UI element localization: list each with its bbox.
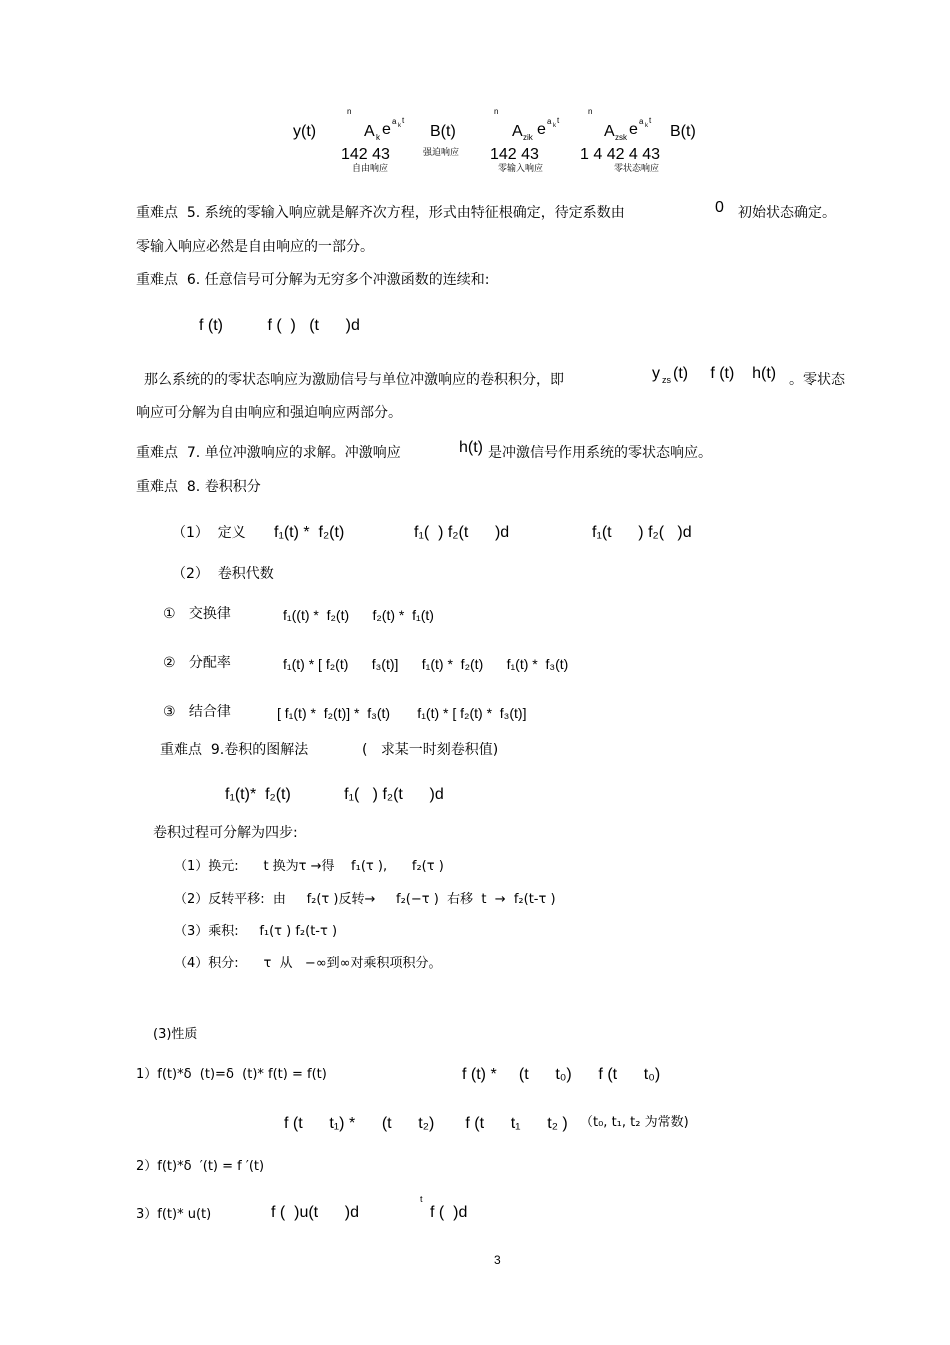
definition-eq-mid: f₁( ) f₂(t )d <box>414 524 510 541</box>
underbrace-zero-state: 1 4 42 4 43 <box>580 146 661 163</box>
exp-a: a <box>392 117 397 126</box>
page-number: 3 <box>494 1253 501 1267</box>
term-a-zs: A <box>604 123 615 140</box>
property-3-upper-limit: t <box>420 1194 423 1204</box>
definition-label: （1） 定义 <box>172 525 246 541</box>
term-a-sub: k <box>376 133 380 142</box>
term-a-zi: A <box>512 123 523 140</box>
property-1-shift-eq2: f (t t₁) * (t t₂) f (t t₁ t₂ ) <box>284 1115 568 1132</box>
graphical-convolution-eq: f₁(t)* f₂(t) f₁( ) f₂(t )d <box>225 786 444 803</box>
exp-t: t <box>402 116 405 125</box>
step-1: （1）换元: t 换为τ →得 f₁(τ ), f₂(τ ) <box>174 859 444 874</box>
exp-a-zs-sub: k <box>645 123 648 129</box>
distributive-eq: f₁(t) * [ f₂(t) f₃(t)] f₁(t) * f₂(t) f₁(t) * f₃(t) <box>283 656 569 672</box>
step-4: （4）积分: τ 从 −∞到∞对乘积项积分。 <box>174 956 442 971</box>
point-5-tail: 初始状态确定。 <box>738 205 836 221</box>
distributive-label: ② 分配率 <box>163 655 231 671</box>
steps-title: 卷积过程可分解为四步: <box>153 825 298 841</box>
term-a-zs-sub: zsk <box>615 133 627 142</box>
point-6-line3: 响应可分解为自由响应和强迫响应两部分。 <box>136 405 402 421</box>
commutative-eq: f₁((t) * f₂(t) f₂(t) * f₁(t) <box>283 607 434 623</box>
associative-label: ③ 结合律 <box>163 704 231 720</box>
commutative-label: ① 交换律 <box>163 606 231 622</box>
point-9-text: 重难点 9.卷积的图解法 <box>160 742 309 758</box>
label-free-response: 自由响应 <box>352 164 389 174</box>
point-5-text: 重难点 5. 系统的零输入响应就是解齐次方程，形式由特征根确定，待定系数由 <box>136 205 625 221</box>
point-5-line2: 零输入响应必然是自由响应的一部分。 <box>136 239 374 255</box>
exp-a-zi: a <box>547 117 552 126</box>
label-zero-state-response: 零状态响应 <box>614 164 660 174</box>
term-e-zi: e <box>537 121 546 138</box>
point-6-line2: 那么系统的的零状态响应为激励信号与单位冲激响应的卷积积分，即 <box>144 372 564 388</box>
y-lhs: y(t) <box>293 123 317 140</box>
property-1: 1）f(t)*δ (t)=δ (t)* f(t) = f(t) <box>136 1067 327 1082</box>
step-3: （3）乘积: f₁(τ ) f₂(t-τ ) <box>174 924 338 939</box>
term-e: e <box>382 121 391 138</box>
yzs-rest: (t) f (t) h(t) <box>673 365 777 382</box>
point-9-paren: ( 求某一时刻卷积值) <box>362 742 499 758</box>
impulse-decomposition-equation: f (t) f ( ) (t )d <box>199 317 360 334</box>
underbrace-free: 142 43 <box>341 146 390 163</box>
property-3: 3）f(t)* u(t) <box>136 1207 212 1222</box>
term-e-zs: e <box>629 121 638 138</box>
point-8-text: 重难点 8. 卷积积分 <box>136 479 261 495</box>
label-forced-response: 强迫响应 <box>423 148 460 158</box>
yzs-sub: zs <box>662 375 671 385</box>
step-2: （2）反转平移: 由 f₂(τ )反转→ f₂(−τ ) 右移 t → f₂(t-τ ) <box>174 892 556 907</box>
property-1-note: （t₀, t₁, t₂ 为常数) <box>580 1115 689 1130</box>
point-6-text: 重难点 6. 任意信号可分解为无穷多个冲激函数的连续和: <box>136 272 490 288</box>
point-7-tail: 是冲激信号作用系统的零状态响应。 <box>488 445 712 461</box>
point-6-line2-tail: 。零状态 <box>789 372 845 388</box>
property-2: 2）f(t)*δ ′(t) = f ′(t) <box>136 1159 265 1174</box>
definition-eq-rhs: f₁(t ) f₂( )d <box>592 524 692 541</box>
term-a-zi-sub: zik <box>523 133 533 142</box>
definition-eq-lhs: f₁(t) * f₂(t) <box>274 524 345 541</box>
property-3-eq1: f ( )u(t )d <box>271 1204 360 1221</box>
sum-upper-2: n <box>494 107 499 116</box>
exp-a-zs: a <box>639 117 644 126</box>
exp-a-zi-sub: k <box>553 123 556 129</box>
label-zero-input-response: 零输入响应 <box>498 164 544 174</box>
underbrace-zero-input: 142 43 <box>490 146 539 163</box>
sum-upper-1: n <box>347 107 352 116</box>
exp-t-zi: t <box>557 116 560 125</box>
point-5-zero: 0 <box>715 199 724 216</box>
convolution-algebra-label: （2） 卷积代数 <box>172 566 274 582</box>
property-3-eq2: f ( )d <box>430 1204 468 1221</box>
sum-upper-3: n <box>588 107 593 116</box>
exp-a-sub: k <box>398 123 401 129</box>
yzs-y: y <box>652 365 660 382</box>
exp-t-zs: t <box>649 116 652 125</box>
term-a: A <box>364 123 375 140</box>
associative-eq: [ f₁(t) * f₂(t)] * f₃(t) f₁(t) * [ f₂(t) * f₃(t)] <box>277 705 527 721</box>
b-of-t-zs: B(t) <box>670 123 696 140</box>
properties-title: (3)性质 <box>153 1027 198 1042</box>
b-of-t: B(t) <box>430 123 456 140</box>
impulse-response-ht: h(t) <box>459 439 483 456</box>
property-1-shift-eq: f (t) * (t t₀) f (t t₀) <box>462 1066 661 1083</box>
point-7-text: 重难点 7. 单位冲激响应的求解。冲激响应 <box>136 445 401 461</box>
